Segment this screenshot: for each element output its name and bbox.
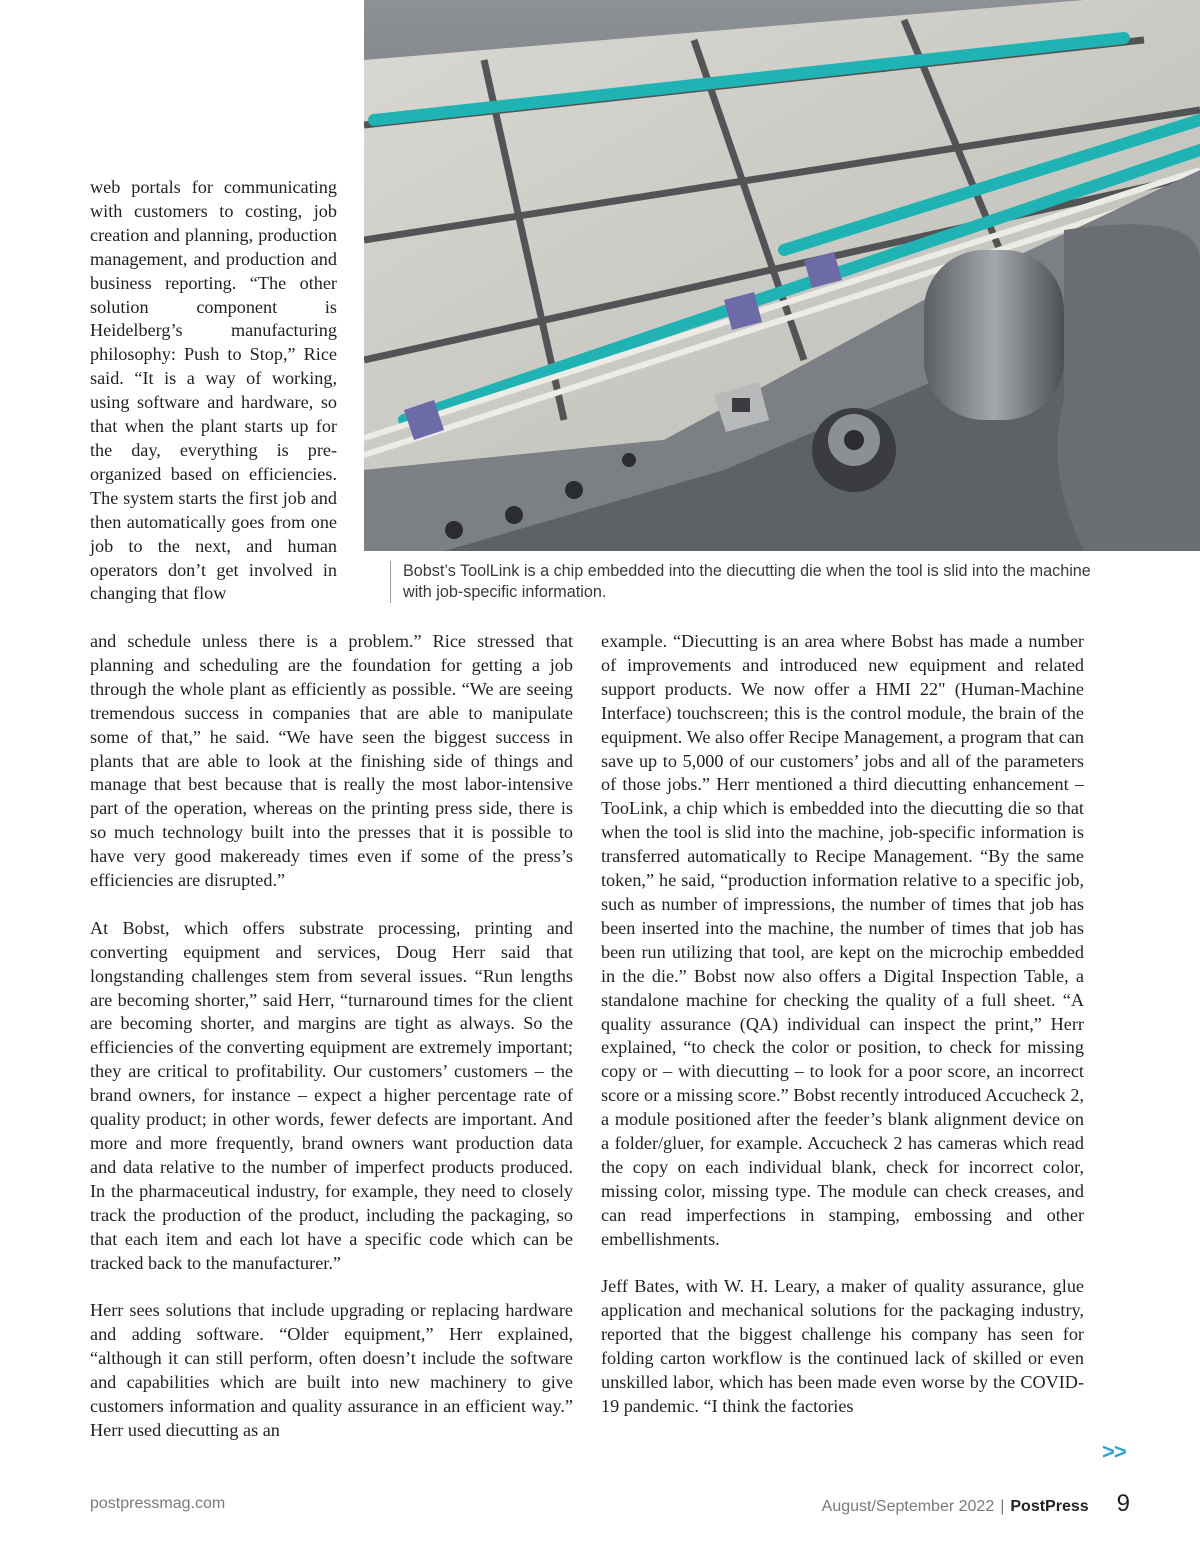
paragraph: Jeff Bates, with W. H. Leary, a maker of quality assurance, glue application and mechanical solutions for the packaging industry, reported that the biggest challenge his company has seen for folding carton workflow is the continued lack of skilled or even unskilled labor, which has been made even worse by the COVID-19 pandemic. “I think the factories — [601, 1276, 1084, 1416]
paragraph: Herr sees solutions that include upgrading or replacing hardware and adding software. “Older equipment,” Herr explained, “although it can still perform, often doesn’t include the software and capabilities which are built into new machinery to give customers information and quality assurance in an efficient way.” Herr used diecutting as an — [90, 1300, 573, 1440]
page-number: 9 — [1116, 1490, 1130, 1517]
footer-separator: | — [1000, 1498, 1005, 1515]
paragraph: At Bobst, which offers substrate processing, printing and converting equipment and services, Doug Herr said that longstanding challenges stem from several issues. “Run lengths are becoming shorter,” said Herr, “turnaround times for the client are becoming shorter, and margins are tight as always. So the efficiencies of the converting equipment are extremely important; they are critical to profitability. Our customers’ customers – the brand owners, for instance – expect a higher percentage rate of quality product; in other words, fewer defects are important. And more and more frequently, brand owners want production data and data relative to the number of imperfect products produced. In the pharmaceutical industry, for example, they need to closely track the production of the product, including the packaging, so that each item and each lot have a specific code which can be tracked back to the manufacturer.” — [90, 917, 573, 1273]
continue-arrow-icon[interactable]: >> — [1102, 1439, 1126, 1464]
article-column-top: web portals for communicating with customers to costing, job creation and planning, production management, and production and business reporting. “The other solution component is Heidelberg’s manufacturing philosophy: Push to Stop,” Rice said. “It is a way of working, using software and hardware, so that when the plant starts up for the day, everything is pre-organized based on efficiencies. The system starts the first job and then automatically goes from one job to the next, and human operators don’t get involved in changing that flow — [90, 177, 337, 604]
article-column-left — [90, 630, 573, 1443]
paragraph: and schedule unless there is a problem.” Rice stressed that planning and scheduling are the foundation for getting a job through the whole plant as efficiently as possible. “We are seeing tremendous success in companies that are able to manipulate some of that,” he said. “We have seen the biggest success in plants that are able to look at the finishing side of things and manage that best because that is really the most labor-intensive part of the operation, whereas on the printing press side, there is so much technology built into the presses that it is possible to have very good makeready times even if some of the press’s efficiencies are disrupted.” — [90, 631, 573, 891]
footer-brand: PostPress — [1010, 1498, 1089, 1515]
footer-issue-info — [822, 1490, 1130, 1518]
article-column-right — [601, 630, 1084, 1419]
footer-issue: August/September 2022 — [821, 1498, 995, 1515]
photo-caption: Bobst’s ToolLink is a chip embedded into the diecutting die when the tool is slid into the machine with job-specific information. — [390, 561, 1123, 603]
paragraph: example. “Diecutting is an area where Bobst has made a number of improvements and introduced new equipment and related support products. We now offer a HMI 22" (Human-Machine Interface) touchscreen; this is the control module, the brain of the equipment. We also offer Recipe Management, a program that can save up to 5,000 of our customers’ jobs and all of the parameters of those jobs.” Herr mentioned a third diecutting enhancement – TooLink, a chip which is embedded into the diecutting die so that when the tool is slid into the machine, job-specific information is transferred automatically to Recipe Management. “By the same token,” he said, “production information relative to a specific job, such as number of impressions, the number of times that job has been inserted into the machine, the number of times that job has been run utilizing that tool, are kept on the microchip embedded in the die.” Bobst now also offers a Digital Inspection Table, a standalone machine for checking the quality of a full sheet. “A quality assurance (QA) individual can inspect the print,” Herr explained, “to check the color or position, to check for missing copy or – with diecutting – to look for a poor score, an incorrect score or a missing score.” Bobst recently introduced Accucheck 2, a module positioned after the feeder’s blank alignment device on a folder/gluer, for example. Accucheck 2 has cameras which read the copy on each individual blank, check for incorrect color, missing color, missing type. The module can check creases, and can read imperfections in stamping, embossing and other embellishments. — [601, 631, 1084, 1249]
diecutting-die-photo — [364, 0, 1200, 551]
footer-website[interactable]: postpressmag.com — [90, 1495, 226, 1512]
